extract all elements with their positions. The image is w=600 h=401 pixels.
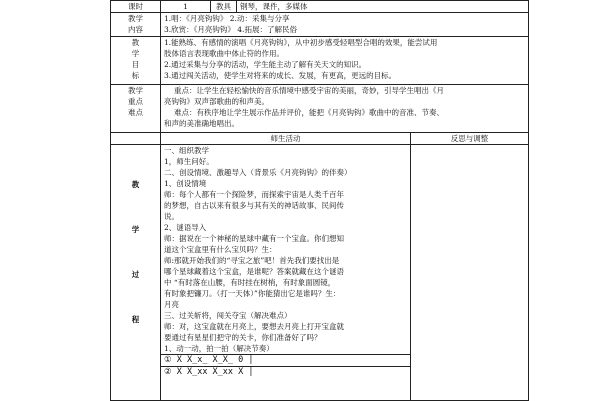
process-row [111,145,529,401]
goals-line-2: 肢体语言表现歌曲中体止符的作用。 [164,49,284,58]
tools-value: 钢琴，课件，多媒体 [237,1,529,13]
goals-label-d: 标 [131,71,140,80]
activity-line-3: 二、创设情境、激趣导入（背景乐《月亮钩钩》的伴奏） [164,168,352,177]
focus-label-a: 教学 [128,86,143,95]
process-header-blank [111,133,161,145]
focus-label-b: 重点 [128,97,143,106]
activity-line-7: 说。 [164,212,179,221]
goals-line-1: 1.能熟练、有感情的演唱《月亮钩钩》，从中初步感受轻唱型合唱的效果，能尝试用 [164,38,438,47]
rhythm-notation-1: ① X X̲x̲ X̲X̲ 0 | [164,355,254,365]
focus-line-2: 亮钩钩》双声部歌曲的和声美。 [164,97,269,106]
activity-line-10: 道这个宝盒里有什么宝贝吗？生： [164,245,277,254]
content-label-a: 教学 [128,14,143,23]
goals-label [111,37,161,85]
focus-label [111,85,161,133]
lesson-plan-table [110,0,529,401]
content-line-2: 3.欣赏：《月亮钩钩》 4.拓展：了解民俗 [164,25,297,34]
goals-line-4: 3.通过闯关活动，使学生对将来的成长、发展，有更高，更远的目标。 [164,71,397,80]
activity-line-6: 的梦想，自古以来有很多与其有关的神话故事、民间传 [164,201,344,210]
period-row [111,1,529,13]
reflection-cell [411,145,529,401]
activity-line-16: 三、过关斩将，闯关夺宝（解决难点） [164,311,292,320]
focus-line-3: 难点：有秩序地让学生展示作品并评价，能把《月亮钩钩》歌曲中的音准、节奏、 [174,108,444,117]
tools-label: 教具 [211,1,237,13]
process-label-char-3: 过 [131,270,140,279]
goals-line-3: 2.通过采集与分享的活动，学生能主动了解有关天文的知识。 [164,60,367,69]
activity-line-9: 师：据说在一个神秘的星球中藏有一个宝盒。你们想知 [164,234,344,243]
rhythm-notation-2: ② X X̲xx X̲xx X | [164,367,254,377]
content-label [111,13,161,37]
activity-line-1: 一、组织教学 [164,146,209,155]
content-line-1: 1.唱：《月亮钩钩》 2.动：采集与分享 [164,14,290,23]
goals-text [161,37,529,85]
focus-label-c: 难点 [128,108,143,117]
content-row [111,13,529,37]
period-label: 课时 [111,1,161,13]
goals-row [111,37,529,85]
focus-row [111,85,529,133]
content-text [161,13,529,37]
activity-line-5: 师：每个人都有一个探险梦，而探索宇宙是人类千百年 [164,190,344,199]
activity-line-19: 1、动一动，拍一拍（解决节奏） [164,344,274,353]
focus-line-4: 和声的美准确地唱出。 [164,119,239,128]
activity-line-14: 有时象把镰刀。（打一天体）”你能猜出它是谁吗？生： [164,289,341,298]
process-label [111,145,161,401]
process-label-char-4: 程 [131,315,140,324]
activity-line-4: 1、创设情境 [164,179,207,188]
focus-text [161,85,529,133]
focus-line-1: 重点：让学生在轻松愉快的音乐情境中感受宇宙的美丽，奇妙，引导学生唱出《月 [174,86,444,95]
goals-label-c: 目 [131,60,140,69]
content-label-b: 内容 [128,25,143,34]
goals-label-a: 教 [131,38,140,47]
period-value: 1 [161,1,211,13]
goals-label-b: 学 [131,49,140,58]
process-label-char-1: 教 [131,180,140,189]
activity-header: 师生活动 [161,133,411,145]
activity-line-13: 中 “有时落在山腰，有时挂在树梢，有时象面圆镜， [164,278,336,287]
activity-line-17: 师：对，这宝盒就在月亮上，要想去月亮上打开宝盒就 [164,322,344,331]
reflection-header: 反思与调整 [411,133,529,145]
activity-line-2: 1，师生问好。 [164,157,214,166]
activity-line-18: 要通过有星星们把守的关卡，你们准备好了吗？ [164,333,322,342]
activity-line-12: 哪个星球藏着这个宝盒，是谁呢？答案就藏在这个谜语 [164,267,344,276]
activity-line-8: 2、谜语导入 [164,223,207,232]
process-label-char-2: 学 [131,225,140,234]
activity-cell [161,145,411,401]
activity-line-15: 月亮 [164,300,179,309]
activity-line-11: 师:那就开始我们的“寻宝之旅”吧！首先我们要找出是 [164,256,340,265]
process-header-row [111,133,529,145]
